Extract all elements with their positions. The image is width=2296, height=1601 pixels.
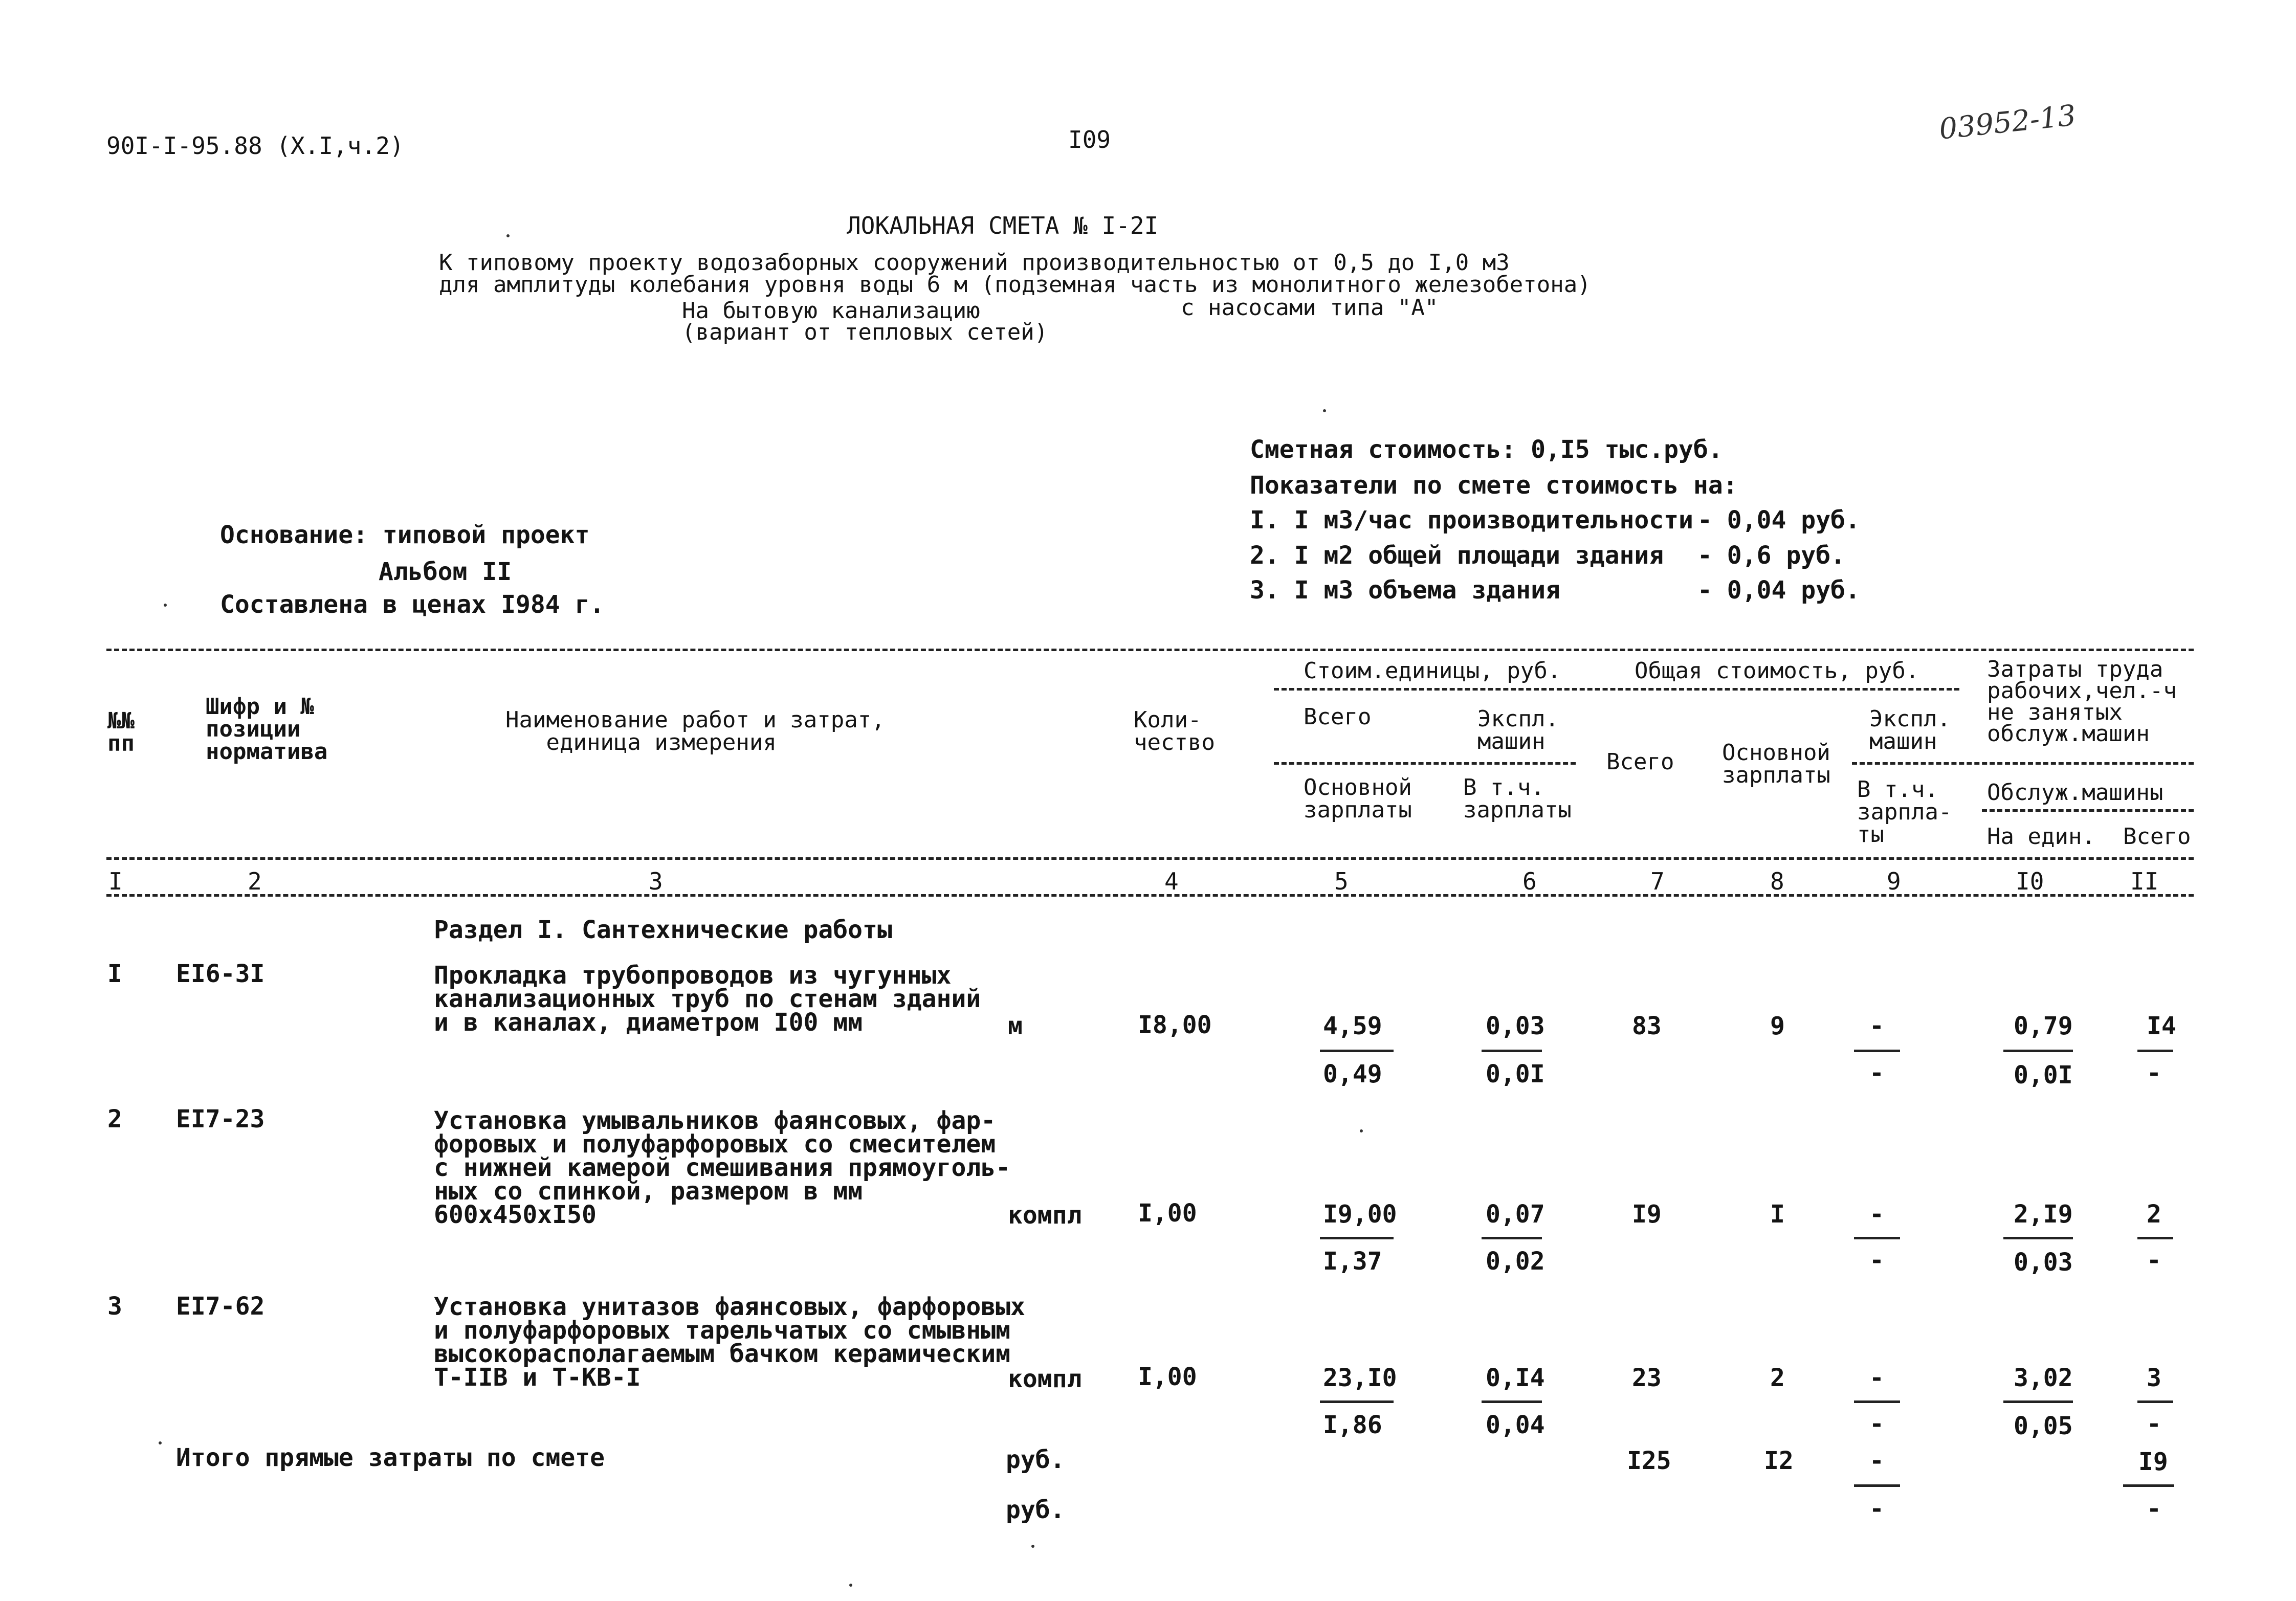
row-unit: компл — [1008, 1201, 1082, 1230]
row-number: 2 — [107, 1105, 122, 1133]
totals-total-machines: - — [1869, 1447, 1884, 1475]
unit-total: I9,00 — [1323, 1200, 1397, 1229]
row-code: EI7-62 — [176, 1292, 265, 1321]
row-code: EI6-3I — [176, 960, 265, 988]
scan-speck — [1323, 409, 1326, 412]
total-cost-group-header: Общая стоимость, руб. — [1635, 658, 1919, 684]
totals-total-all: I25 — [1627, 1447, 1671, 1475]
scan-speck — [1031, 1545, 1034, 1548]
column-number-4: 4 — [1164, 868, 1179, 895]
document-code: 90I-I-95.88 (X.I,ч.2) — [106, 132, 404, 160]
handwritten-mark: 03952-13 — [1937, 99, 2078, 146]
fraction-bar — [1482, 1400, 1542, 1403]
unit-total: 23,I0 — [1323, 1364, 1397, 1392]
total-all: 23 — [1632, 1364, 1662, 1392]
fraction-bar — [1854, 1237, 1900, 1239]
indicator-2-value: - 0,6 руб. — [1697, 541, 1845, 570]
total-all-header: Всего — [1606, 749, 1674, 775]
unit-salary: I,86 — [1323, 1411, 1382, 1439]
header-subrule-2 — [1274, 762, 1576, 765]
unit-machines-salary: 0,02 — [1486, 1247, 1545, 1276]
fraction-bar — [1854, 1400, 1900, 1403]
title-line-3b: с насосами типа "А" — [1181, 295, 1439, 321]
indicators-heading: Показатели по смете стоимость на: — [1250, 471, 1738, 500]
fraction-bar — [2137, 1050, 2173, 1052]
section-title: Раздел I. Сантехнические работы — [434, 916, 892, 944]
indicator-1-value: - 0,04 руб. — [1697, 506, 1860, 535]
row-unit: м — [1008, 1012, 1023, 1040]
row-quantity: I,00 — [1138, 1199, 1197, 1228]
indicator-3-value: - 0,04 руб. — [1697, 576, 1860, 605]
unit-machines: 0,I4 — [1486, 1364, 1545, 1392]
labor-total: I4 — [2147, 1012, 2176, 1040]
scan-speck — [159, 1441, 162, 1444]
labor-total-service: - — [2147, 1059, 2161, 1087]
scan-speck — [506, 234, 510, 237]
title-line-3a: На бытовую канализацию — [682, 298, 980, 324]
totals-unit-2: руб. — [1006, 1496, 1065, 1524]
column-number-10: I0 — [2016, 868, 2044, 895]
basis-line-2: Альбом II — [379, 558, 512, 586]
labor-total: 2 — [2147, 1200, 2161, 1229]
scan-speck — [164, 604, 167, 607]
title-line-4: (вариант от тепловых сетей) — [682, 319, 1048, 345]
unit-incl-salary-header: В т.ч. зарплаты — [1463, 774, 1572, 823]
labor-unit-service: 0,05 — [2014, 1412, 2073, 1440]
labor-unit-service: 0,0I — [2014, 1061, 2073, 1089]
row-code: EI7-23 — [176, 1105, 265, 1133]
total-machines: - — [1869, 1012, 1884, 1040]
col-name-header: Наименование работ и затрат, единица измерения — [505, 707, 885, 755]
total-salary: 9 — [1770, 1012, 1785, 1040]
total-salary: 2 — [1770, 1364, 1785, 1392]
column-numbers-rule — [106, 894, 2194, 897]
labor-unit: 0,79 — [2014, 1012, 2073, 1040]
column-number-9: 9 — [1887, 868, 1901, 895]
column-number-5: 5 — [1334, 868, 1349, 895]
row-quantity: I,00 — [1138, 1363, 1197, 1391]
labor-total-service: - — [2147, 1246, 2161, 1275]
column-number-2: 2 — [248, 868, 262, 895]
total-machines-salary: - — [1869, 1246, 1884, 1275]
header-subrule-4 — [1982, 809, 2194, 812]
basis-line-1: Основание: типовой проект — [220, 521, 590, 549]
labor-group-header: Затраты труда рабочих,чел.-ч не занятых обслуж.машин — [1987, 656, 2177, 747]
scan-speck — [1360, 1129, 1363, 1132]
title-line-2: для амплитуды колебания уровня воды 6 м (подземная часть из монолитного железобетона) — [439, 272, 1591, 298]
totals-unit-1: руб. — [1006, 1446, 1065, 1474]
total-machines: - — [1869, 1200, 1884, 1229]
col-quantity-header: Коли- чество — [1134, 707, 1215, 755]
basis-line-3: Составлена в ценах I984 г. — [220, 590, 605, 619]
fraction-bar — [2003, 1237, 2073, 1239]
total-all: I9 — [1632, 1200, 1662, 1229]
total-salary-header: Основной зарплаты — [1722, 740, 1830, 788]
totals-labor-total-service: - — [2147, 1495, 2161, 1523]
fraction-bar — [1854, 1050, 1900, 1052]
row-name: Установка умывальников фаянсовых, фар- форовых и полуфарфоровых со смесителем с нижней камерой смешивания прямоуголь- ных со спинкой, размером в мм 600x450xI50 — [434, 1106, 1011, 1229]
labor-total: 3 — [2147, 1364, 2161, 1392]
unit-salary: I,37 — [1323, 1247, 1382, 1276]
unit-machines-header: Экспл. машин — [1477, 706, 1559, 754]
labor-total-service: - — [2147, 1410, 2161, 1438]
labor-service-header: Обслуж.машины — [1987, 780, 2163, 806]
totals-label: Итого прямые затраты по смете — [176, 1443, 605, 1472]
unit-total: 4,59 — [1323, 1012, 1382, 1040]
total-machines-header: Экспл. машин — [1869, 706, 1951, 754]
totals-total-salary: I2 — [1764, 1447, 1794, 1475]
total-salary: I — [1770, 1200, 1785, 1229]
page-number: I09 — [1068, 126, 1111, 153]
total-machines-salary: - — [1869, 1410, 1884, 1438]
total-incl-salary-header: В т.ч. зарпла- ты — [1857, 776, 1952, 848]
header-bottom-rule — [106, 857, 2194, 860]
total-all: 83 — [1632, 1012, 1662, 1040]
document-title: ЛОКАЛЬНАЯ СМЕТА № I-2I — [847, 212, 1159, 239]
scan-speck — [849, 1584, 852, 1587]
column-number-6: 6 — [1522, 868, 1537, 895]
table-top-rule — [106, 649, 2194, 651]
row-name: Прокладка трубопроводов из чугунных канализационных труб по стенам зданий и в каналах, диаметром I00 мм — [434, 961, 981, 1037]
header-subrule-3 — [1852, 762, 2194, 765]
unit-salary-header: Основной зарплаты — [1304, 774, 1412, 823]
column-number-1: I — [108, 868, 123, 895]
column-number-11: II — [2130, 868, 2159, 895]
fraction-bar — [1854, 1484, 1900, 1487]
indicator-3-label: 3. I м3 объема здания — [1250, 576, 1560, 605]
fraction-bar — [2003, 1400, 2073, 1403]
fraction-bar — [1320, 1400, 1394, 1403]
fraction-bar — [2123, 1484, 2174, 1487]
labor-unit: 2,I9 — [2014, 1200, 2073, 1229]
col-number-header: №№ пп — [107, 708, 135, 757]
fraction-bar — [2137, 1400, 2173, 1403]
row-quantity: I8,00 — [1138, 1011, 1212, 1039]
fraction-bar — [1320, 1050, 1394, 1052]
column-number-7: 7 — [1650, 868, 1665, 895]
total-machines-salary: - — [1869, 1059, 1884, 1087]
unit-total-header: Всего — [1304, 704, 1372, 730]
column-number-8: 8 — [1770, 868, 1784, 895]
row-name: Установка унитазов фаянсовых, фарфоровых и полуфарфоровых тарельчатых со смывным высокорасполагаемым бачком керамическим Т-IIВ и Т-КВ-I — [434, 1293, 1025, 1392]
fraction-bar — [1320, 1237, 1394, 1239]
fraction-bar — [1482, 1237, 1542, 1239]
unit-machines-salary: 0,04 — [1486, 1411, 1545, 1439]
unit-machines-salary: 0,0I — [1486, 1060, 1545, 1088]
labor-unit: 3,02 — [2014, 1364, 2073, 1392]
totals-labor-total: I9 — [2138, 1448, 2168, 1476]
total-machines: - — [1869, 1364, 1884, 1392]
unit-salary: 0,49 — [1323, 1060, 1382, 1088]
labor-per-unit-header: На един. — [1987, 824, 2095, 850]
row-unit: компл — [1008, 1365, 1082, 1393]
fraction-bar — [1482, 1050, 1542, 1052]
fraction-bar — [2003, 1050, 2073, 1052]
row-number: 3 — [107, 1292, 122, 1321]
labor-unit-service: 0,03 — [2014, 1248, 2073, 1277]
title-line-1: К типовому проекту водозаборных сооружений производительностью от 0,5 до I,0 м3 — [439, 250, 1510, 276]
unit-machines: 0,07 — [1486, 1200, 1545, 1229]
labor-total-header: Всего — [2123, 824, 2191, 850]
unit-machines: 0,03 — [1486, 1012, 1545, 1040]
fraction-bar — [2137, 1237, 2173, 1239]
unit-cost-group-header: Стоим.единицы, руб. — [1304, 658, 1561, 684]
row-number: I — [107, 960, 122, 988]
header-subrule-1 — [1274, 688, 1959, 691]
totals-total-machines-salary: - — [1869, 1495, 1884, 1523]
indicator-1-label: I. I м3/час производительности — [1250, 506, 1693, 535]
estimated-cost: Сметная стоимость: 0,I5 тыс.руб. — [1250, 435, 1723, 464]
indicator-2-label: 2. I м2 общей площади здания — [1250, 541, 1664, 570]
column-number-3: 3 — [649, 868, 663, 895]
col-code-header: Шифр и № позиции норматива — [206, 694, 328, 765]
